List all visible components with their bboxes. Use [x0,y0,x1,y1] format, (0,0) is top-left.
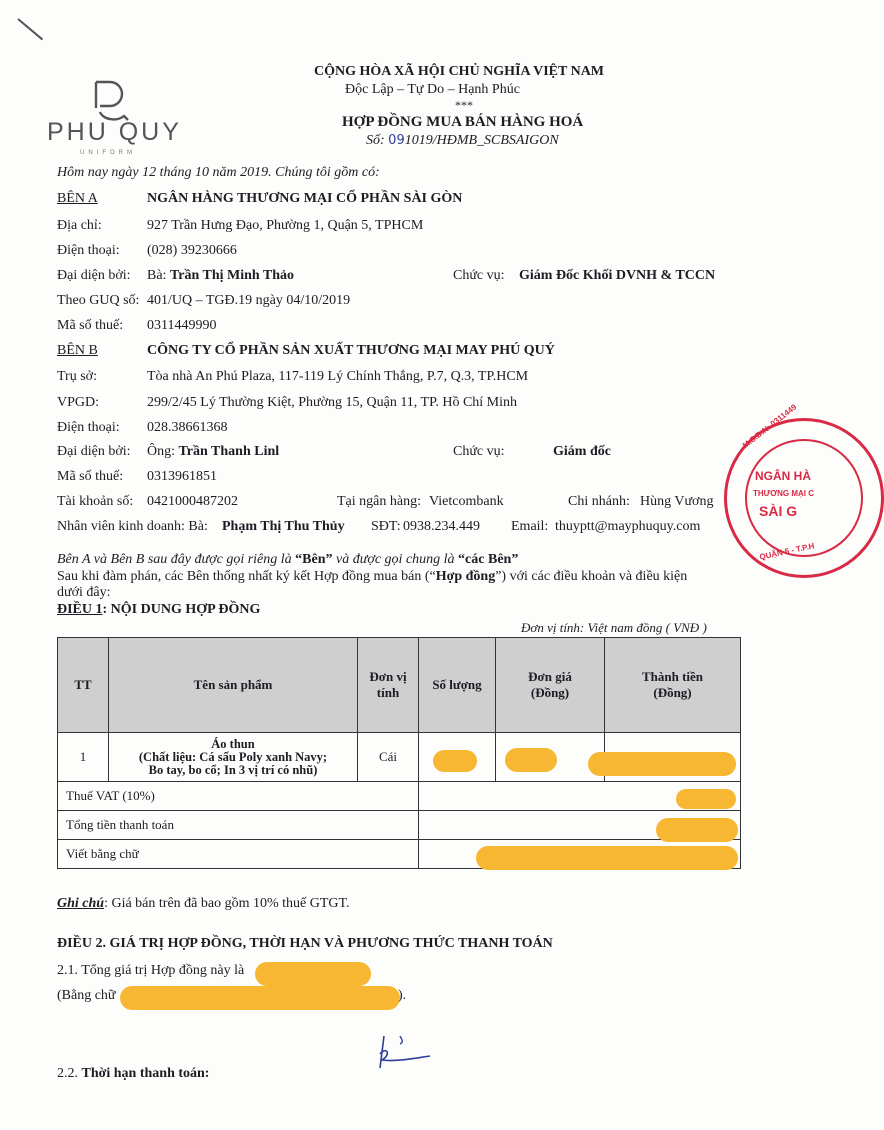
stars: *** [455,98,473,112]
col-quantity: Số lượng [419,638,496,733]
party-b-branch: Hùng Vương [640,494,714,509]
col-total-line1: Thành tiền [641,669,704,684]
parties-note-line2-b: ”) với các điều khoản và điều kiện [495,569,688,584]
parties-note-line1 [57,552,518,568]
document-title: HỢP ĐỒNG MUA BÁN HÀNG HOÁ [342,114,584,130]
party-a-phone-label: Điện thoại: [57,243,120,258]
article2-s22-number: 2.2. [57,1066,78,1081]
total-row [58,811,741,840]
party-b-phone: 028.38661368 [147,420,228,435]
party-a-rep [147,268,294,284]
stamp-text-district: QUẬN 5 - T.P.H [758,541,816,562]
party-b-phone-label: Điện thoại: [57,420,120,435]
party-a-position-label: Chức vụ: [453,268,505,283]
party-b-sdt-label: SĐT: [371,519,401,534]
party-a-position: Giám Đốc Khối DVNH & TCCN [519,268,716,283]
party-b-sales-label: Nhân viên kinh doanh: Bà: [57,519,208,534]
col-total [605,638,741,733]
party-b-heading: BÊN B [57,343,98,358]
party-b-account: 0421000487202 [147,494,238,509]
article2-s22-title: Thời hạn thanh toán: [81,1066,210,1081]
company-stamp [724,402,884,578]
article2-s21: 2.1. Tổng giá trị Hợp đồng này là [57,963,245,978]
unit-note: Đơn vị tính: Việt nam đồng ( VNĐ ) [521,620,707,635]
document-number-rest: 1019/HĐMB_SCBSAIGON [404,133,559,148]
party-a-rep-prefix: Bà: [147,268,167,283]
article1-heading [57,602,260,618]
col-product-name: Tên sản phẩm [109,638,358,733]
col-unit-line1: Đơn vị [369,669,407,684]
article2-s21-words: (Bằng chữ [57,988,116,1003]
stamp-text-tax: M.S.D.N: 0311449 [741,402,799,451]
party-b-rep-prefix: Ông: [147,444,175,459]
redaction-contract-value [255,962,371,986]
party-a-tax-label: Mã số thuế: [57,318,124,333]
party-b-account-label: Tài khoản số: [57,494,134,509]
article2-s22 [57,1066,209,1082]
row-product-line1: Áo thun [211,736,255,751]
note-label: Ghi chú [57,896,105,911]
row-product-line3: Bo tay, bo cổ; In 3 vị trí có nhũ) [148,762,318,777]
note-text: : Giá bán trên đã bao gồm 10% thuế GTGT. [104,896,350,911]
parties-note-hop-dong: Hợp đồng [435,569,496,584]
logo-brand: PHU QUY [47,118,182,146]
party-b-position-label: Chức vụ: [453,444,505,459]
article2-s21-close: ). [398,988,407,1003]
words-label: Viết bằng chữ [58,840,419,869]
party-b-hq: Tòa nhà An Phú Plaza, 117-119 Lý Chính Thắng, P.7, Q.3, TP.HCM [147,369,529,384]
party-b-tax: 0313961851 [147,469,217,484]
document-number-handwritten: 09 [388,133,405,148]
parties-note-text2: và được gọi chung là [336,552,455,567]
article1-label: ĐIỀU 1 [57,602,103,617]
party-b-bank: Vietcombank [429,494,504,509]
col-total-line2: (Đồng) [653,685,692,700]
party-b-email: thuyptt@mayphuquy.com [555,519,701,534]
redaction-vat [676,789,736,809]
redaction-words [476,846,738,870]
party-a-address-label: Địa chỉ: [57,218,102,233]
stamp-text-trade: THƯƠNG MẠI C [753,489,815,498]
party-b-rep-label: Đại diện bởi: [57,444,131,459]
row-unit: Cái [358,733,419,782]
row-product-line2: (Chất liệu: Cá sấu Poly xanh Navy; [138,749,328,764]
party-b-email-label: Email: [511,519,549,534]
party-a-heading: BÊN A [57,191,98,206]
fold-mark [17,18,43,40]
party-b-office-label: VPGD: [57,395,100,410]
article1-title: : NỘI DUNG HỢP ĐỒNG [102,602,261,617]
article2-heading: ĐIỀU 2. GIÁ TRỊ HỢP ĐỒNG, THỜI HẠN VÀ PHƯƠNG THỨC THANH TOÁN [57,936,553,951]
party-b-name: CÔNG TY CỔ PHẦN SẢN XUẤT THƯƠNG MẠI MAY PHÚ QUÝ [147,343,555,358]
col-price-line1: Đơn giá [528,669,572,684]
parties-note-line2-a: Sau khi đàm phán, các Bên thống nhất ký kết Hợp đồng mua bán (“ [57,569,436,584]
party-b-rep-name: Trần Thanh Linl [178,444,280,459]
total-label: Tổng tiền thanh toán [58,811,419,840]
party-a-rep-name: Trần Thị Minh Thảo [169,268,295,283]
country-title: CỘNG HÒA XÃ HỘI CHỦ NGHĨA VIỆT NAM [314,64,605,79]
intro-line: Hôm nay ngày 12 tháng 10 năm 2019. Chúng tôi gồm có: [57,165,380,180]
row-product-name [109,733,358,782]
parties-note-ben: “Bên” [295,552,333,567]
parties-note-line2 [57,569,687,585]
parties-note-text1: Bên A và Bên B sau đây được gọi riêng là [57,552,292,567]
table-header-row [58,638,741,733]
redaction-quantity [433,750,477,772]
party-b-rep [147,444,279,460]
col-price [496,638,605,733]
party-b-tax-label: Mã số thuế: [57,469,124,484]
logo-sub: UNIFORM [80,150,136,156]
party-b-branch-label: Chi nhánh: [568,494,630,509]
redaction-grand-total [656,818,738,842]
row-tt: 1 [58,733,109,782]
document-number [366,133,559,149]
col-unit [358,638,419,733]
signature-scribble [370,1032,440,1082]
parties-note-line3: dưới đây: [57,585,111,600]
party-a-auth-label: Theo GUQ số: [57,293,140,308]
party-b-office: 299/2/45 Lý Thường Kiệt, Phường 15, Quận 11, TP. Hồ Chí Minh [147,395,518,410]
note-line [57,896,350,912]
col-price-line2: (Đồng) [530,685,570,700]
stamp-text-bank: NGÂN HÀ [755,469,811,483]
party-b-position: Giám đốc [553,444,611,459]
party-b-sdt: 0938.234.449 [403,519,480,534]
party-b-bank-label: Tại ngân hàng: [337,494,421,509]
party-a-name: NGÂN HÀNG THƯƠNG MẠI CỔ PHẦN SÀI GÒN [147,191,463,206]
motto: Độc Lập – Tự Do – Hạnh Phúc [345,82,520,97]
document-number-prefix: Số: [366,133,385,148]
vat-row [58,782,741,811]
parties-note-cac-ben: “các Bên” [458,552,519,567]
party-a-phone: (028) 39230666 [147,243,237,258]
redaction-total [588,752,736,776]
party-a-rep-label: Đại diện bởi: [57,268,131,283]
company-stamp-inner-ring [745,439,863,557]
party-a-auth: 401/UQ – TGĐ.19 ngày 04/10/2019 [147,293,351,308]
party-a-address: 927 Trần Hưng Đạo, Phường 1, Quận 5, TPHCM [147,218,424,233]
stamp-text-city: SÀI G [759,503,798,519]
party-b-sales-name: Phạm Thị Thu Thủy [222,519,345,534]
party-b-hq-label: Trụ sở: [57,369,97,384]
col-tt: TT [58,638,109,733]
col-unit-line2: tính [376,685,400,700]
vat-label: Thuế VAT (10%) [58,782,419,811]
redaction-price [505,748,557,772]
redaction-value-words [120,986,400,1010]
party-a-tax: 0311449990 [147,318,217,333]
